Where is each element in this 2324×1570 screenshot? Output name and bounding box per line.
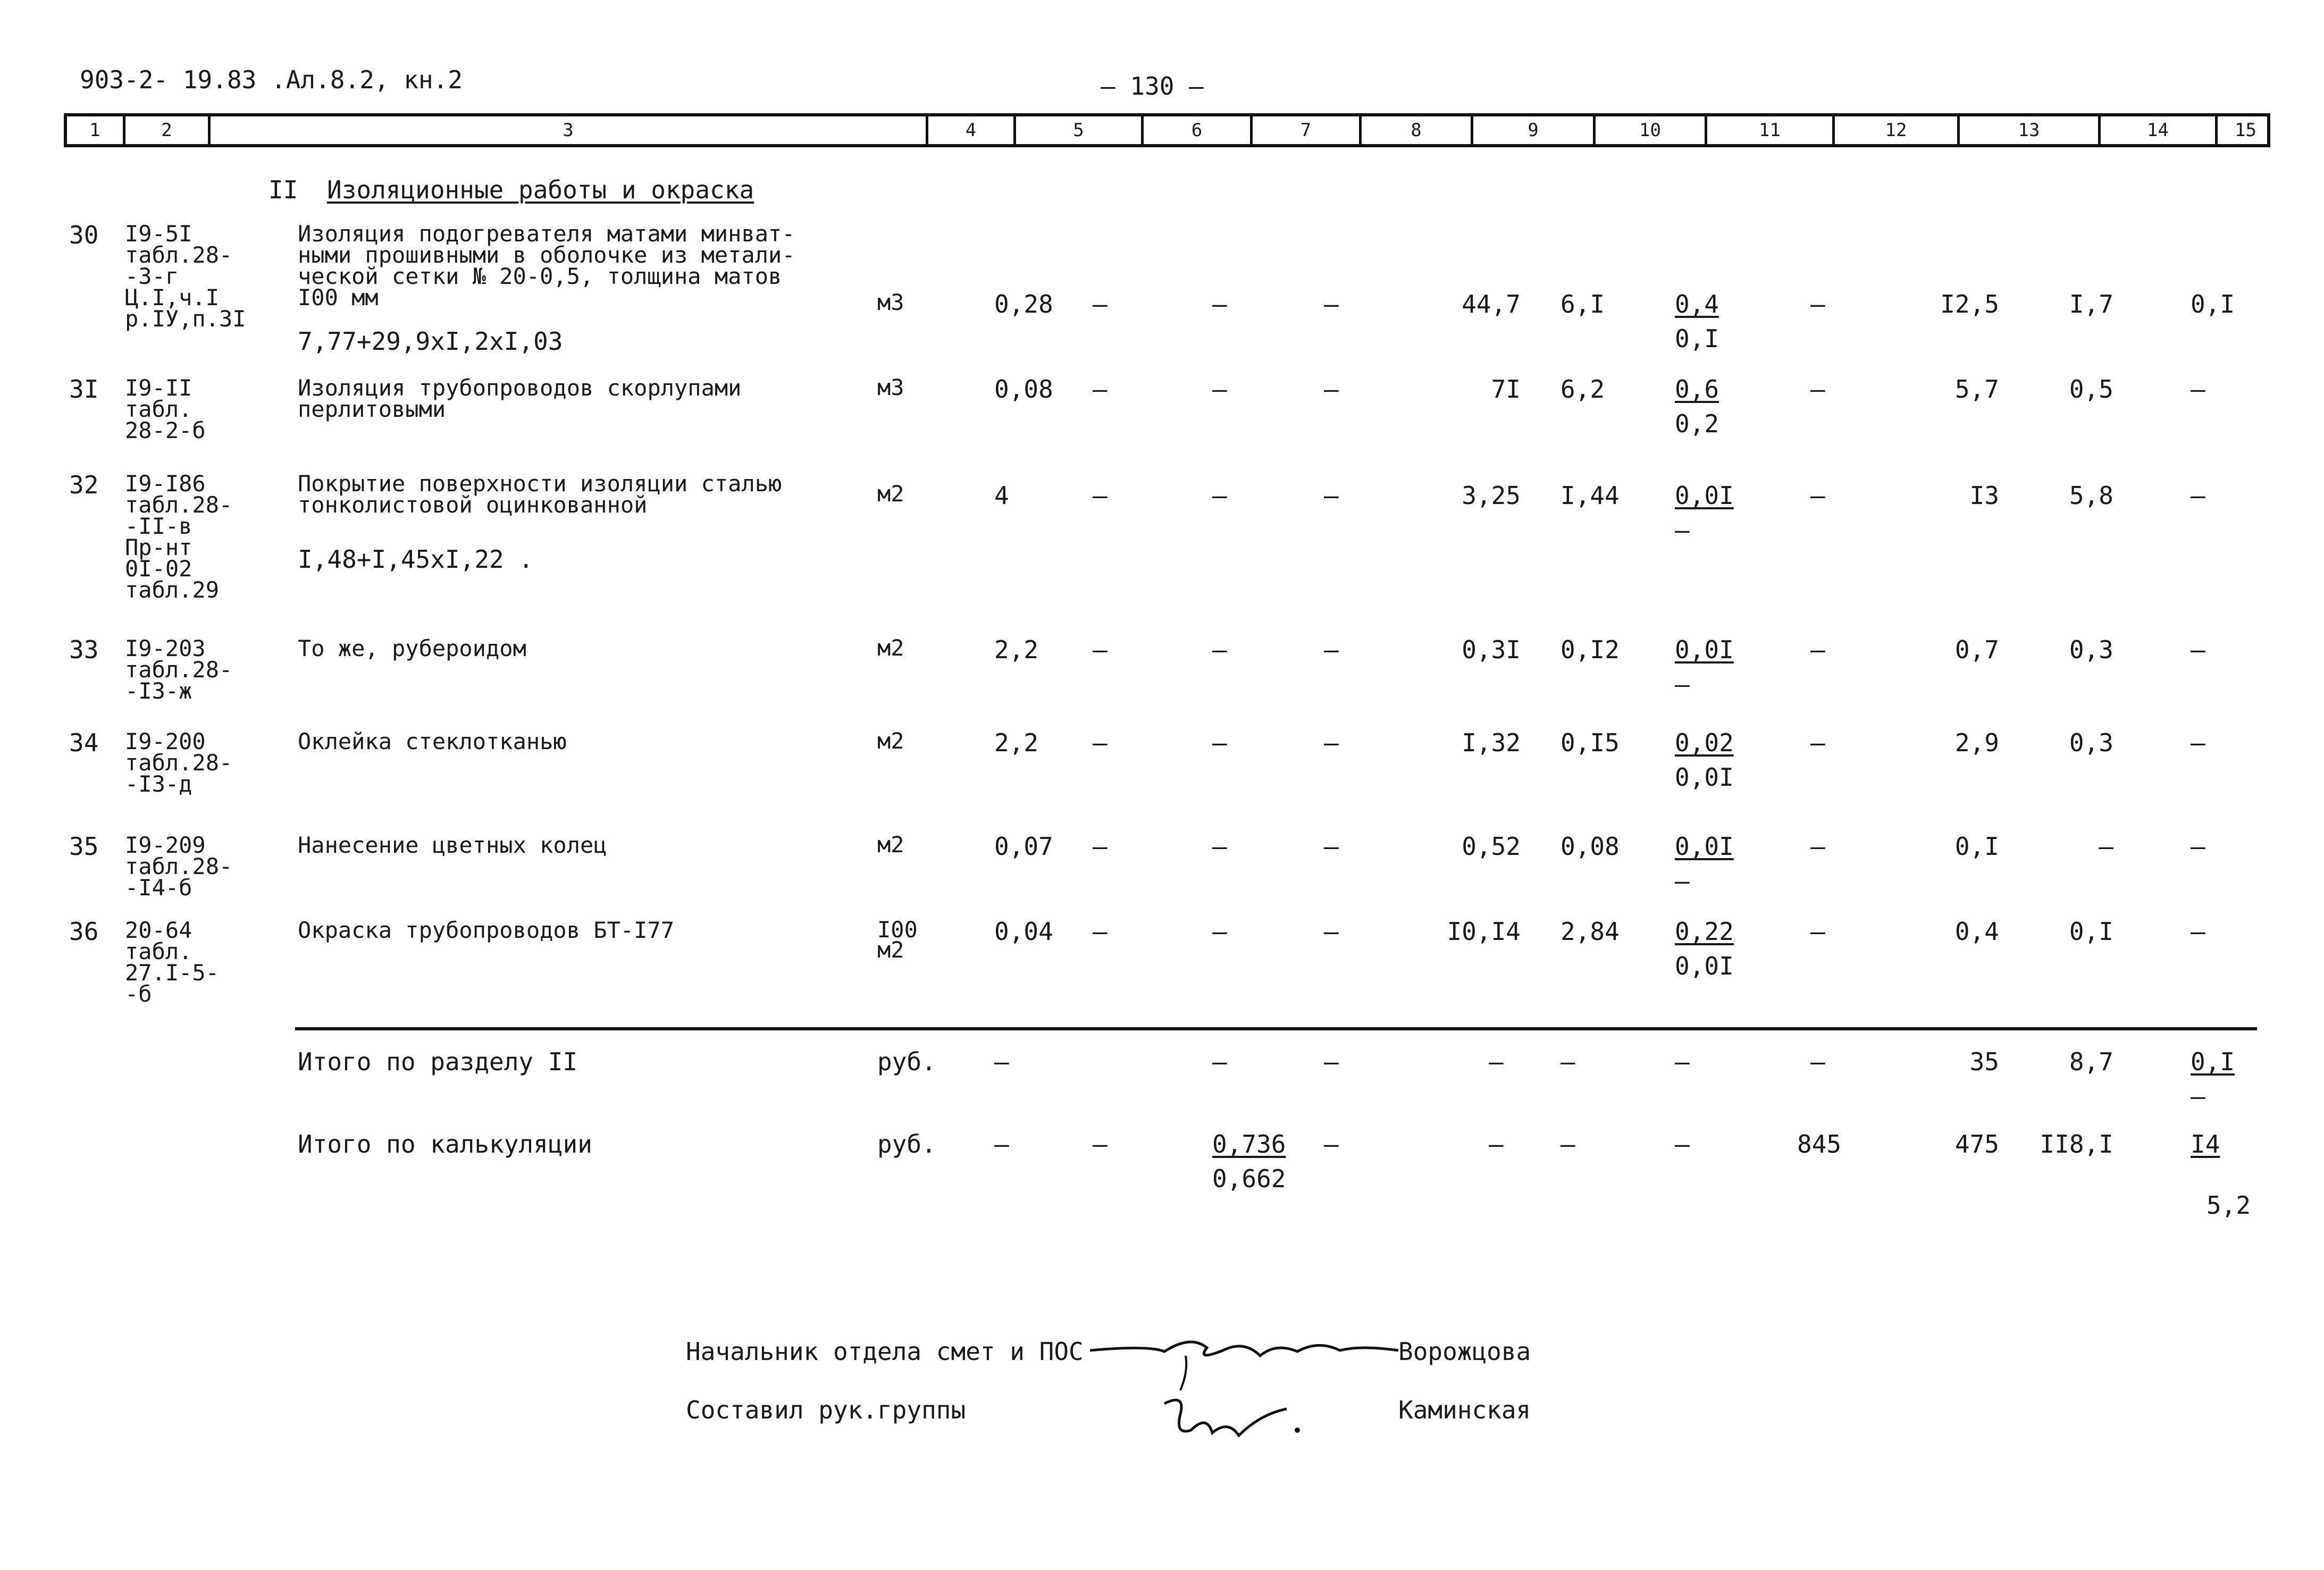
- signature-name-1: Ворожцова: [1398, 1337, 1531, 1366]
- section-number: II: [269, 175, 298, 204]
- col6-value: –: [1093, 917, 1108, 946]
- col11-value-top: 0,02: [1675, 728, 1734, 757]
- col14-value: 0,3: [2069, 635, 2113, 664]
- col7-value: –: [1212, 635, 1227, 664]
- calculation-formula: I,48+I,45хI,22 .: [298, 545, 534, 574]
- col5-quantity: 0,28: [994, 290, 1053, 318]
- col7-value: –: [1212, 832, 1227, 861]
- col11-value-bottom: 0,0I: [1675, 952, 1734, 980]
- col13-value: 0,I: [1954, 832, 1999, 861]
- col14-value: –: [2099, 832, 2113, 861]
- col13-value: 0,4: [1954, 917, 1999, 946]
- col11-value-top: 0,0I: [1675, 481, 1734, 510]
- totals-unit: руб.: [877, 1047, 936, 1076]
- row-number: 34: [69, 728, 99, 757]
- norm-code-line: -б: [125, 981, 152, 1007]
- col13-value: I2,5: [1940, 290, 1999, 318]
- row-number: 3I: [69, 375, 99, 404]
- col13-value: 0,7: [1954, 635, 1999, 664]
- col5-quantity: 2,2: [994, 635, 1039, 664]
- totals-col9: –: [1489, 1130, 1504, 1158]
- calculation-formula: 7,77+29,9хI,2хI,03: [298, 327, 563, 356]
- col14-value: 0,5: [2069, 375, 2113, 404]
- totals-unit: руб.: [877, 1130, 936, 1158]
- col15-value: –: [2191, 481, 2205, 510]
- norm-code-line: табл.28-: [125, 657, 233, 683]
- col8-value: –: [1324, 375, 1339, 404]
- totals-col13: 475: [1954, 1130, 1999, 1158]
- work-description-line: перлитовыми: [298, 396, 446, 422]
- col10-value: 0,I2: [1560, 635, 1620, 664]
- totals-col14: II8,I: [2040, 1130, 2113, 1158]
- col11-value-bottom: –: [1675, 867, 1690, 895]
- col6-value: –: [1093, 481, 1108, 510]
- col7-value: –: [1212, 375, 1227, 404]
- totals-col6: –: [1093, 1130, 1108, 1158]
- col15-value: –: [2191, 917, 2205, 946]
- col11-value-bottom: –: [1675, 516, 1690, 544]
- col10-value: I,44: [1560, 481, 1620, 510]
- col13-value: I3: [1969, 481, 1999, 510]
- norm-code-line: табл.28-: [125, 242, 233, 268]
- norm-code-line: 0I-02: [125, 556, 192, 582]
- signature-name-2: Каминская: [1398, 1396, 1531, 1424]
- col10-value: 0,I5: [1560, 728, 1620, 757]
- totals-col15-bottom: –: [2191, 1082, 2205, 1111]
- work-description-line: Покрытие поверхности изоляции сталью: [298, 471, 782, 497]
- totals-col9: –: [1489, 1047, 1504, 1076]
- norm-code-line: табл.: [125, 938, 192, 964]
- work-description-line: тонколистовой оцинкованной: [298, 492, 648, 518]
- col5-quantity: 4: [994, 481, 1009, 510]
- col10-value: 2,84: [1560, 917, 1620, 946]
- totals-col10: –: [1560, 1047, 1575, 1076]
- col10-value: 6,I: [1560, 290, 1605, 318]
- work-description-line: Нанесение цветных колец: [298, 832, 607, 858]
- col9-value: 44,7: [1462, 290, 1521, 318]
- totals-col5: –: [994, 1047, 1009, 1076]
- col13-value: 5,7: [1954, 375, 1999, 404]
- totals-col13: 35: [1969, 1047, 1999, 1076]
- totals-col15-top: I4: [2191, 1130, 2220, 1158]
- norm-code-line: Пр-нт: [125, 534, 192, 560]
- column-header-2: 2: [125, 116, 211, 144]
- col8-value: –: [1324, 917, 1339, 946]
- col12-value: –: [1810, 375, 1825, 404]
- totals-label: Итого по калькуляции: [298, 1130, 592, 1158]
- col9-value: 3,25: [1462, 481, 1521, 510]
- col8-value: –: [1324, 290, 1339, 318]
- section-title: Изоляционные работы и окраска: [327, 175, 754, 204]
- col9-value: 0,3I: [1462, 635, 1521, 664]
- col12-value: –: [1810, 481, 1825, 510]
- totals-col11: –: [1675, 1130, 1690, 1158]
- col14-value: I,7: [2069, 290, 2113, 318]
- col9-value: I,32: [1462, 728, 1521, 757]
- column-header-11: 11: [1707, 116, 1835, 144]
- col12-value: –: [1810, 635, 1825, 664]
- col6-value: –: [1093, 290, 1108, 318]
- col12-value: –: [1810, 728, 1825, 757]
- norm-code-line: 27.I-5-: [125, 960, 220, 986]
- unit: м2: [877, 832, 904, 858]
- col8-value: –: [1324, 728, 1339, 757]
- column-header-4: 4: [928, 116, 1016, 144]
- norm-code-line: I9-5I: [125, 221, 192, 247]
- row-number: 33: [69, 635, 99, 664]
- col11-value-bottom: –: [1675, 670, 1690, 699]
- norm-code-line: -I4-б: [125, 875, 192, 901]
- row-number: 36: [69, 917, 99, 946]
- col14-value: 0,I: [2069, 917, 2113, 946]
- column-header-13: 13: [1960, 116, 2101, 144]
- col11-value-top: 0,0I: [1675, 832, 1734, 861]
- column-header-6: 6: [1144, 116, 1253, 144]
- col5-quantity: 0,04: [994, 917, 1053, 946]
- norm-code-line: р.IУ,п.3I: [125, 306, 246, 332]
- unit: м3: [877, 289, 904, 315]
- col5-quantity: 0,08: [994, 375, 1053, 404]
- totals-col8: –: [1324, 1130, 1339, 1158]
- unit: м2: [877, 635, 904, 661]
- column-header-12: 12: [1835, 116, 1960, 144]
- col15-value: –: [2191, 635, 2205, 664]
- col7-value: –: [1212, 728, 1227, 757]
- row-number: 35: [69, 832, 99, 861]
- column-header-3: 3: [211, 116, 928, 144]
- col15-value: –: [2191, 832, 2205, 861]
- totals-col10: –: [1560, 1130, 1575, 1158]
- col14-value: 0,3: [2069, 728, 2113, 757]
- col15-value: –: [2191, 728, 2205, 757]
- col11-value-top: 0,4: [1675, 290, 1719, 318]
- totals-col5: –: [994, 1130, 1009, 1158]
- totals-col7-top: 0,736: [1212, 1130, 1286, 1158]
- work-description-line: Изоляция подогревателя матами минват-: [298, 221, 795, 247]
- norm-code-line: I9-II: [125, 375, 192, 401]
- col12-value: –: [1810, 917, 1825, 946]
- norm-code-line: 28-2-б: [125, 417, 206, 443]
- col5-quantity: 2,2: [994, 728, 1039, 757]
- norm-code-line: -3-г: [125, 263, 179, 289]
- column-header-10: 10: [1596, 116, 1707, 144]
- col8-value: –: [1324, 635, 1339, 664]
- handwritten-signature-2: [1154, 1382, 1313, 1457]
- col6-value: –: [1093, 728, 1108, 757]
- col11-value-bottom: 0,I: [1675, 324, 1719, 353]
- norm-code-line: I9-I86: [125, 471, 206, 497]
- col15-value: –: [2191, 375, 2205, 404]
- unit: м2: [877, 728, 904, 754]
- column-header-9: 9: [1473, 116, 1596, 144]
- col7-value: –: [1212, 481, 1227, 510]
- col7-value: –: [1212, 290, 1227, 318]
- column-header-7: 7: [1253, 116, 1362, 144]
- unit: м3: [877, 374, 904, 400]
- work-description-line: Оклейка стеклотканью: [298, 728, 567, 754]
- totals-col12: –: [1810, 1047, 1825, 1076]
- norm-code-line: табл.: [125, 396, 192, 422]
- col6-value: –: [1093, 375, 1108, 404]
- work-description-line: I00 мм: [298, 284, 379, 310]
- col9-value: 7I: [1491, 375, 1521, 404]
- column-header-5: 5: [1016, 116, 1144, 144]
- norm-code-line: -I3-д: [125, 771, 192, 797]
- col10-value: 0,08: [1560, 832, 1620, 861]
- norm-code-line: I9-200: [125, 728, 206, 754]
- col6-value: –: [1093, 832, 1108, 861]
- work-description-line: ческой сетки № 20-0,5, толщина матов: [298, 263, 782, 289]
- col9-value: I0,I4: [1447, 917, 1521, 946]
- signature-label-2: Составил рук.группы: [686, 1396, 966, 1424]
- col10-value: 6,2: [1560, 375, 1605, 404]
- norm-code-line: Ц.I,ч.I: [125, 284, 220, 310]
- col6-value: –: [1093, 635, 1108, 664]
- col8-value: –: [1324, 481, 1339, 510]
- totals-col14: 8,7: [2069, 1047, 2113, 1076]
- row-number: 32: [69, 471, 99, 499]
- norm-code-line: табл.28-: [125, 853, 233, 879]
- col11-value-bottom: 0,0I: [1675, 763, 1734, 792]
- col5-quantity: 0,07: [994, 832, 1053, 861]
- col8-value: –: [1324, 832, 1339, 861]
- col11-value-top: 0,0I: [1675, 635, 1734, 664]
- column-header-15: 15: [2235, 120, 2256, 141]
- norm-code-line: табл.28-: [125, 492, 233, 518]
- col9-value: 0,52: [1462, 832, 1521, 861]
- totals-col12: 845: [1797, 1130, 1842, 1158]
- work-description-line: То же, рубероидом: [298, 635, 526, 661]
- totals-label: Итого по разделу II: [298, 1047, 578, 1076]
- norm-code-line: I9-203: [125, 635, 206, 661]
- column-header-8: 8: [1362, 116, 1473, 144]
- column-header-1: 1: [67, 116, 125, 144]
- col11-value-bottom: 0,2: [1675, 409, 1719, 438]
- col15-value: 0,I: [2191, 290, 2235, 318]
- totals-col15-bottom: 5,2: [2206, 1191, 2251, 1220]
- work-description-line: Окраска трубопроводов БТ-I77: [298, 917, 675, 943]
- totals-separator: [295, 1027, 2257, 1030]
- totals-col7-bottom: 0,662: [1212, 1164, 1286, 1193]
- column-header-row: [64, 113, 2270, 147]
- document-code: 903-2- 19.83 .Ал.8.2, кн.2: [80, 65, 463, 94]
- totals-col15-top: 0,I: [2191, 1047, 2235, 1076]
- row-number: 30: [69, 221, 99, 249]
- col14-value: 5,8: [2069, 481, 2113, 510]
- col12-value: –: [1810, 832, 1825, 861]
- work-description-line: Изоляция трубопроводов скорлупами: [298, 375, 742, 401]
- norm-code-line: -I3-ж: [125, 678, 192, 704]
- col13-value: 2,9: [1954, 728, 1999, 757]
- norm-code-line: I9-209: [125, 832, 206, 858]
- norm-code-line: табл.29: [125, 577, 220, 603]
- work-description-line: ными прошивными в оболочке из метали-: [298, 242, 795, 268]
- totals-col7: –: [1212, 1047, 1227, 1076]
- norm-code-line: табл.28-: [125, 750, 233, 776]
- totals-col11: –: [1675, 1047, 1690, 1076]
- col11-value-top: 0,6: [1675, 375, 1719, 404]
- column-header-14: 14: [2101, 116, 2218, 144]
- signature-label-1: Начальник отдела смет и ПОС: [686, 1337, 1084, 1366]
- col11-value-top: 0,22: [1675, 917, 1734, 946]
- unit: м2: [877, 481, 904, 507]
- norm-code-line: -II-в: [125, 513, 192, 539]
- unit: I00 м2: [877, 917, 918, 963]
- page-number: — 130 —: [1101, 72, 1204, 100]
- totals-col8: –: [1324, 1047, 1339, 1076]
- col12-value: –: [1810, 290, 1825, 318]
- norm-code-line: 20-64: [125, 917, 192, 943]
- col7-value: –: [1212, 917, 1227, 946]
